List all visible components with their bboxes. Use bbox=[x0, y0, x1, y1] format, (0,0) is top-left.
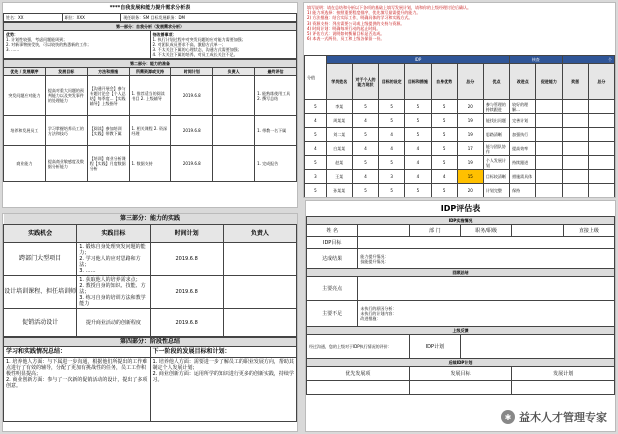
supervisor-feedback-heading: 上级反馈 bbox=[307, 327, 615, 335]
dept-value: XXX bbox=[76, 15, 85, 20]
score-cell: 17 bbox=[457, 142, 483, 156]
score-cell: 5 bbox=[405, 128, 431, 142]
row-owner bbox=[213, 116, 255, 146]
score-cell: 持续跟进 bbox=[510, 156, 536, 170]
dev-goal-label: 发展目标 bbox=[409, 367, 512, 381]
score-cell: 20 bbox=[457, 100, 483, 114]
next-plan-item: 1. 培养他人方面：需要进一步了解员工的职业发展方向，帮助其制定个人发展计划； bbox=[152, 359, 294, 371]
practice-owner bbox=[223, 276, 296, 309]
score-cell bbox=[536, 170, 562, 184]
name-label: 姓名： bbox=[6, 15, 18, 20]
score-cell: 4 bbox=[431, 170, 457, 184]
score-cell: 保持 bbox=[510, 184, 536, 198]
wechat-icon: ✱ bbox=[501, 410, 515, 424]
score-cell bbox=[588, 142, 614, 156]
row-resource: 1. 相关课程 2. 资深经理 bbox=[129, 116, 171, 146]
score-cell: 4 bbox=[405, 170, 431, 184]
name-field[interactable] bbox=[358, 225, 409, 237]
score-cell: 5 bbox=[431, 156, 457, 170]
evaluation-title: IDP评估表 bbox=[440, 204, 481, 213]
table-row bbox=[4, 76, 297, 116]
next-plan-heading: 下一阶段的发展目标和计划： bbox=[150, 347, 297, 358]
row-priority: 培养和发展员工 bbox=[4, 116, 46, 146]
col-improve: 改进点 bbox=[510, 64, 536, 100]
score-cell bbox=[562, 128, 588, 142]
score-cell: 5 bbox=[352, 100, 378, 114]
score-cell: 赵某 bbox=[326, 156, 352, 170]
score-cell bbox=[536, 114, 562, 128]
score-cell: 5 bbox=[379, 156, 405, 170]
row-method: 【培训】商业分析课程【实践】月度数据分析 bbox=[87, 146, 129, 182]
instruction-line: 填写说明：请在总结和分析以下各项的基础上填写发展计划，请和你的上级经理讨论后确认。 bbox=[307, 5, 471, 10]
score-cell: 3 bbox=[305, 170, 327, 184]
score-cell: 5 bbox=[405, 114, 431, 128]
score-cell: 目标较清晰 bbox=[483, 170, 509, 184]
score-cell: 4 bbox=[305, 142, 327, 156]
score-cell: 5 bbox=[405, 100, 431, 114]
dev-goal-field[interactable] bbox=[409, 381, 512, 395]
position-label: 职务/职级 bbox=[460, 225, 511, 237]
score-cell: 5 bbox=[379, 100, 405, 114]
score-cell: 白某某 bbox=[326, 142, 352, 156]
dev-plan-field[interactable] bbox=[512, 381, 615, 395]
row-method: 【沟通开展会】参与专题讨论会【个人总结】每季度...【实践辅导】上级指导 bbox=[87, 76, 129, 116]
score-cell: 能找出问题 bbox=[483, 114, 509, 128]
score-row bbox=[305, 114, 615, 128]
col-time: 时间计划 bbox=[171, 68, 213, 76]
next-idp-heading: 后续IDP计划 bbox=[307, 359, 615, 367]
score-cell: 5 bbox=[431, 142, 457, 156]
dev-plan-label: 发展计划 bbox=[512, 367, 615, 381]
target-position: 现任职务：SM 目标发展职务：DM bbox=[121, 14, 297, 22]
part2-heading: 第二部分：能力的准备 bbox=[4, 60, 297, 68]
idp-plan-label: IDP计划 bbox=[409, 335, 460, 359]
score-row bbox=[305, 156, 615, 170]
practice-chance: 跨部门大型项目 bbox=[4, 243, 77, 276]
watermark bbox=[498, 408, 610, 426]
practice-panel bbox=[2, 213, 298, 432]
idp-goal-field[interactable] bbox=[358, 237, 615, 249]
practice-goal: 提升商业活动的创新程度 bbox=[77, 309, 150, 337]
score-row bbox=[305, 128, 615, 142]
score-cell: 4 bbox=[379, 142, 405, 156]
score-cell bbox=[536, 100, 562, 114]
col-student: 学员姓名 bbox=[326, 64, 352, 100]
col-chance: 实践机会 bbox=[4, 225, 77, 243]
priority-field[interactable] bbox=[307, 381, 410, 395]
score-cell: 4 bbox=[352, 142, 378, 156]
practice-chance: 设计培训课程、担任培训师 bbox=[4, 276, 77, 309]
score-cell: 较好的理解... bbox=[510, 100, 536, 114]
improvement-item: 4. 不太关注下属的培养，对员工成长关注不足。 bbox=[152, 52, 238, 57]
score-cell: 5 bbox=[379, 114, 405, 128]
col-strength: 自身优势 bbox=[431, 64, 457, 100]
ability-status: 能力提升情况： bbox=[360, 253, 389, 259]
practice-time: 2019.6.8 bbox=[150, 309, 223, 337]
score-cell bbox=[588, 170, 614, 184]
table-row bbox=[4, 276, 297, 309]
practice-time: 2019.6.8 bbox=[150, 243, 223, 276]
practice-goal: 1. 获取他人的培养需求点； bbox=[79, 277, 141, 283]
score-cell: 5 bbox=[352, 156, 378, 170]
idp-header: IDP bbox=[326, 56, 509, 64]
row-eval: 1. 能熟练使用工具 2. 撰写总结 bbox=[255, 76, 297, 116]
practice-chance: 促销活动设计 bbox=[4, 309, 77, 337]
practice-owner bbox=[223, 309, 296, 337]
score-cell: 19 bbox=[457, 156, 483, 170]
row-goal: 提高商业敏感度及数据分析能力 bbox=[45, 146, 87, 182]
table-row bbox=[4, 116, 297, 146]
name-value: XX bbox=[18, 15, 24, 20]
score-cell: 5 bbox=[305, 100, 327, 114]
row-resource: 1. 推荐适当的阅读书目 2. 上级辅导 bbox=[129, 76, 171, 116]
part1-heading: 第一部分：自我分析（发展需求分析） bbox=[4, 23, 297, 31]
advantage-item: 1. 计划性较强，考虑问题能周到； bbox=[6, 37, 68, 42]
score-cell: 措施需具体 bbox=[510, 170, 536, 184]
instruction-line: 4) 时间计划：明确每项行动的起止时间。 bbox=[307, 25, 381, 31]
score-cell bbox=[562, 156, 588, 170]
score-cell: 5 bbox=[305, 156, 327, 170]
score-cell bbox=[588, 114, 614, 128]
score-cell: 个人发展计划 bbox=[483, 156, 509, 170]
score-cell: 15 bbox=[457, 170, 483, 184]
score-cell: 李某 bbox=[326, 100, 352, 114]
skill-status: 技能提升情况： bbox=[360, 258, 389, 264]
score-cell bbox=[562, 114, 588, 128]
col-promote: 促进能力 bbox=[536, 64, 562, 100]
score-cell: 5 bbox=[352, 184, 378, 198]
core-header: 核查 bbox=[510, 56, 562, 64]
col-reward: 奖惩 bbox=[562, 64, 588, 100]
score-cell: 能与团队协作 bbox=[483, 142, 509, 156]
idp-goal-label: IDP目标 bbox=[307, 237, 358, 249]
score-cell: 5 bbox=[305, 128, 327, 142]
score-cell: 4 bbox=[352, 114, 378, 128]
practice-goal: 2. 教授自身的知识、技能、方法； bbox=[79, 283, 146, 295]
row-owner bbox=[213, 146, 255, 182]
score-cell bbox=[536, 156, 562, 170]
score-cell bbox=[562, 100, 588, 114]
name-label: 姓 名 bbox=[307, 225, 358, 237]
priority-label: 优先发展项 bbox=[307, 367, 410, 381]
advantage-item: 2. 对新事物接受快，可以较快的熟悉新的工作； bbox=[6, 42, 92, 47]
supervisor-label: 直接上级 bbox=[563, 225, 614, 237]
instructions bbox=[304, 3, 615, 55]
col-total: 总分 bbox=[457, 64, 483, 100]
table-row bbox=[4, 146, 297, 182]
instruction-line: 2) 方法措施：结合实际工作，明确具体的学习和实践方式。 bbox=[307, 15, 413, 21]
score-cell: 4 bbox=[405, 142, 431, 156]
panel-title: ****自我发展和能力提升需求分析表 bbox=[109, 5, 191, 11]
summary-heading: 学习和实践情况总结： bbox=[4, 347, 151, 358]
score-cell: 5 bbox=[431, 100, 457, 114]
col-eval: 最终评估 bbox=[255, 68, 297, 76]
instruction-line: 5) 评估方式：说明如何衡量目标是否达成。 bbox=[307, 31, 385, 37]
practice-time: 2019.6.8 bbox=[150, 276, 223, 309]
shortcomings-label: 主要不足 bbox=[307, 301, 358, 327]
score-cell: 孙某某 bbox=[326, 184, 352, 198]
col-practice-time: 时间计划 bbox=[150, 225, 223, 243]
col-resource: 所需资源或支持 bbox=[129, 68, 171, 76]
review-heading: 回顾总结 bbox=[307, 269, 615, 277]
score-cell: 5 bbox=[305, 184, 327, 198]
col-goal: 发展目标 bbox=[45, 68, 87, 76]
score-cell bbox=[588, 184, 614, 198]
part4-heading: 第四部分：阶段性总结 bbox=[4, 338, 297, 347]
score-cell: 刘二某 bbox=[326, 128, 352, 142]
score-cell bbox=[588, 100, 614, 114]
row-method: 【阅读】参加培训【实践】带教下属 bbox=[87, 116, 129, 146]
improvements-heading: 待改善事项： bbox=[152, 32, 177, 37]
shortcoming-measure: 改进措施： bbox=[360, 316, 381, 321]
dept-label: 部 门 bbox=[409, 225, 460, 237]
table-row bbox=[4, 309, 297, 337]
row-time: 2019.6.8 bbox=[171, 146, 213, 182]
dept-label: 职位： bbox=[64, 15, 77, 20]
highlights-field[interactable] bbox=[358, 277, 615, 301]
col-priority: 优先 / 发展顺序 bbox=[4, 68, 46, 76]
col-measure: 目标和措施 bbox=[405, 64, 431, 100]
row-goal: 学习掌握培养员工的方法和技巧 bbox=[45, 116, 87, 146]
practice-goal: 3. 练习自身的培训方法和教学能力 bbox=[79, 295, 146, 307]
score-row bbox=[305, 184, 615, 198]
score-cell: 思路清晰 bbox=[483, 128, 509, 142]
instruction-line: 3) 资源支持：列出需要公司或上级提供的支持与资源。 bbox=[307, 20, 405, 26]
row-priority: 商业能力 bbox=[4, 146, 46, 182]
supervisor-question: 经过沟通，您的上级对于IDP执行情况的评价： bbox=[307, 335, 410, 359]
position-field[interactable] bbox=[512, 225, 563, 237]
self-analysis-panel bbox=[2, 2, 298, 208]
watermark-text: 益木人才管理专家 bbox=[519, 411, 607, 424]
score-cell: 5 bbox=[352, 128, 378, 142]
practice-goal: 3. …… bbox=[79, 268, 96, 274]
score-cell: 19 bbox=[457, 128, 483, 142]
idp-evaluation-panel bbox=[305, 200, 616, 432]
score-cell bbox=[562, 170, 588, 184]
improvement-item: 1. 执行计划过程中对突发问题的应对能力需要加强； bbox=[152, 37, 246, 42]
col-practice-owner: 负责人 bbox=[223, 225, 296, 243]
improvement-item: 2. 对团队成员要求不高，激励方式单一； bbox=[152, 42, 226, 47]
score-cell: 5 bbox=[379, 184, 405, 198]
row-time: 2019.6.8 bbox=[171, 116, 213, 146]
advantages-heading: 优势： bbox=[6, 32, 18, 37]
right-header: 个 bbox=[562, 56, 614, 64]
next-plan-item: 2. 商业创新方面：运用所学的知识进行更多的创新实践，持续学习。 bbox=[152, 371, 294, 383]
score-cell: 周某某 bbox=[326, 114, 352, 128]
col-target: 目标的设定 bbox=[379, 64, 405, 100]
row-resource: 1. 数据支持 bbox=[129, 146, 171, 182]
score-cell: 5 bbox=[431, 128, 457, 142]
score-cell: 5 bbox=[431, 184, 457, 198]
practice-owner bbox=[223, 243, 296, 276]
score-row bbox=[305, 142, 615, 156]
practice-goal: 1. 锻炼自身处理突发问题的能力； bbox=[79, 244, 146, 256]
score-row bbox=[305, 100, 615, 114]
score-cell: 计划完整 bbox=[483, 184, 509, 198]
score-cell bbox=[588, 156, 614, 170]
score-cell bbox=[536, 128, 562, 142]
instruction-line: 6) 本表一式两份，员工和上级各保留一份。 bbox=[307, 36, 385, 42]
row-priority: 突发问题应对能力 bbox=[4, 76, 46, 116]
score-cell: 参与管理的持续跟进 bbox=[483, 100, 509, 114]
score-cell: 4 bbox=[352, 170, 378, 184]
score-cell: 4 bbox=[379, 128, 405, 142]
score-label: 分值 bbox=[305, 56, 327, 100]
row-owner bbox=[213, 76, 255, 116]
score-cell: 4 bbox=[305, 114, 327, 128]
supervisor-feedback-field[interactable] bbox=[460, 335, 614, 359]
score-cell: 3 bbox=[379, 170, 405, 184]
idp-score-panel bbox=[303, 2, 616, 198]
summary-item: 2. 商业创新方面：参与了一次新的促销活动的设计，提出了多项创意。 bbox=[6, 377, 148, 389]
row-goal: 提高对重大问题的预判能力以及突发事件的处理能力 bbox=[45, 76, 87, 116]
score-cell: 20 bbox=[457, 184, 483, 198]
col-owner: 负责人 bbox=[213, 68, 255, 76]
score-cell: 加强执行 bbox=[510, 128, 536, 142]
idp-status-heading: IDP实施情况 bbox=[307, 217, 615, 225]
advantage-item: 3. …… bbox=[6, 47, 20, 52]
col-status: 对于个人的能力现状 bbox=[352, 64, 378, 100]
shortcoming-plan: 未执行的计划内容： bbox=[360, 311, 397, 316]
col-method: 方法和措施 bbox=[87, 68, 129, 76]
shortcoming-reason: 未执行的原因分析： bbox=[360, 306, 397, 311]
col-practice-goal: 实践目标 bbox=[77, 225, 150, 243]
score-cell bbox=[536, 142, 562, 156]
score-cell: 完善计划 bbox=[510, 114, 536, 128]
col-sum: 总分 bbox=[588, 64, 614, 100]
row-eval: 1. 完成报告 bbox=[255, 146, 297, 182]
score-cell bbox=[588, 128, 614, 142]
score-row bbox=[305, 170, 615, 184]
score-cell: 王某 bbox=[326, 170, 352, 184]
score-cell: 19 bbox=[457, 114, 483, 128]
score-cell: 5 bbox=[405, 184, 431, 198]
summary-item: 1. 培养他人方面：与下属进一步沟通，根据他们所提出的工作难点进行了有效的辅导，分配了更加有挑战性的任务，员工工作积极性明显提高； bbox=[6, 359, 148, 377]
score-cell: 5 bbox=[431, 114, 457, 128]
improvement-item: 3. 不太关注下属的心理状态，沟通方式需要加强； bbox=[152, 47, 242, 52]
score-cell bbox=[536, 184, 562, 198]
score-cell: 提高效率 bbox=[510, 142, 536, 156]
col-good: 优点 bbox=[483, 64, 509, 100]
row-time: 2019.6.8 bbox=[171, 76, 213, 116]
highlights-label: 主要亮点 bbox=[307, 277, 358, 301]
practice-goal: 2. 学习他人的应对思路和方法； bbox=[79, 256, 141, 268]
score-cell bbox=[562, 142, 588, 156]
part3-heading: 第三部分：能力的实践 bbox=[4, 214, 297, 225]
result-label: 达成结果 bbox=[307, 249, 358, 269]
score-cell: 4 bbox=[405, 156, 431, 170]
score-cell bbox=[562, 184, 588, 198]
instruction-line: 1) 能力项选择：按照重要程度排序，优先填写最需提升的能力。 bbox=[307, 10, 421, 16]
table-row bbox=[4, 243, 297, 276]
row-eval: 1. 带教一名下属 bbox=[255, 116, 297, 146]
